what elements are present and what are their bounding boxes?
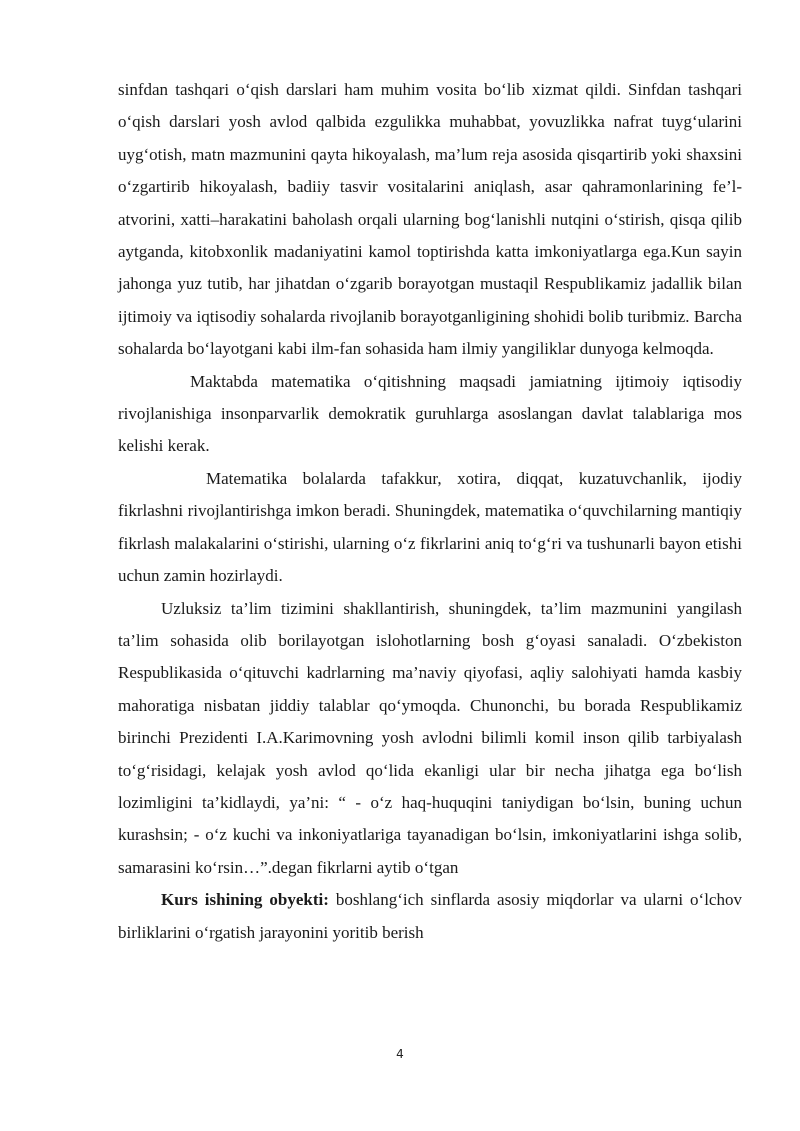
page-number: 4	[396, 1047, 404, 1061]
paragraph-course-object	[118, 884, 742, 949]
paragraph-math-teaching-goal: Maktabda matematika o‘qitishning maqsadi jamiatning ijtimoiy iqtisodiy rivojlanishiga insonparvarlik demokratik guruhlarga asoslangan davlat talablariga mos kelishi kerak.	[118, 371, 742, 456]
document-page	[118, 74, 742, 949]
paragraph-reading-lessons: sinfdan tashqari o‘qish darslari ham muhim vosita bo‘lib xizmat qildi. Sinfdan tashqari o‘qish darslari yosh avlod qalbida ezgulikka muhabbat, yovuzlikka nafrat tuyg‘ularini uyg‘otish, matn mazmunini qayta hikoyalash, ma’lum reja asosida qisqartirib yoki shaxsini o‘zgartirib hikoyalash, badiiy tasvir vositalarini aniqlash, asar qahramonlarining fe’l-atvorini, xatti–harakatini baholash orqali ularning bog‘lanishli nutqini o‘stirish, qisqa qilib aytganda, kitobxonlik madaniyatini kamol toptirishda katta imkoniyatlarga ega.Kun sayin jahonga yuz tutib, har jihatdan o‘zgarib borayotgan mustaqil Respublikamiz jadallik bilan ijtimoiy va iqtisodiy sohalarda rivojlanib borayotganligining shohidi bolib turibmiz. Barcha sohalarda bo‘layotgani kabi ilm-fan sohasida ham ilmiy yangiliklar dunyoga kelmoqda.	[118, 80, 742, 359]
paragraph-continuous-education: Uzluksiz ta’lim tizimini shakllantirish, shuningdek, ta’lim mazmunini yangilash ta’lim sohasida olib borilayotgan islohotlarning bosh g‘oyasi sanaladi. O‘zbekiston Respublikasida o‘qituvchi kadrlarning ma’naviy qiyofasi, aqliy salohiyati hamda kasbiy mahoratiga nisbatan jiddiy talablar qo‘ymoqda. Chunonchi, bu borada Respublikamiz birinchi Prezidenti I.A.Karimovning yosh avlodni bilimli komil inson qilib tarbiyalash to‘g‘risidagi, kelajak yosh avlod qo‘lida ekanligi ular bir necha jihatga ega bo‘lish lozimligini ta’kidlaydi, ya’ni: “ - o‘z haq-huquqini taniydigan bo‘lsin, buning uchun kurashsin; - o‘z kuchi va inkoniyatlariga tayanadigan bo‘lsin, imkoniyatlarini ishga solib, samarasini ko‘rsin…”.degan fikrlarni aytib o‘tgan	[118, 598, 742, 877]
course-object-text: boshlang‘ich sinflarda asosiy miqdorlar va ularni o‘lchov birliklarini o‘rgatish jarayonini yoritib berish	[118, 890, 742, 942]
paragraph-math-thinking: Matematika bolalarda tafakkur, xotira, diqqat, kuzatuvchanlik, ijodiy fikrlashni rivojlantirishga imkon beradi. Shuningdek, matematika o‘quvchilarning mantiqiy fikrlash malakalarini o‘stirishi, ularning o‘z fikrlarini aniq to‘g‘ri va tushunarli bayon etishi uchun zamin hozirlaydi.	[118, 468, 742, 586]
course-object-heading: Kurs ishining obyekti:	[161, 890, 329, 910]
